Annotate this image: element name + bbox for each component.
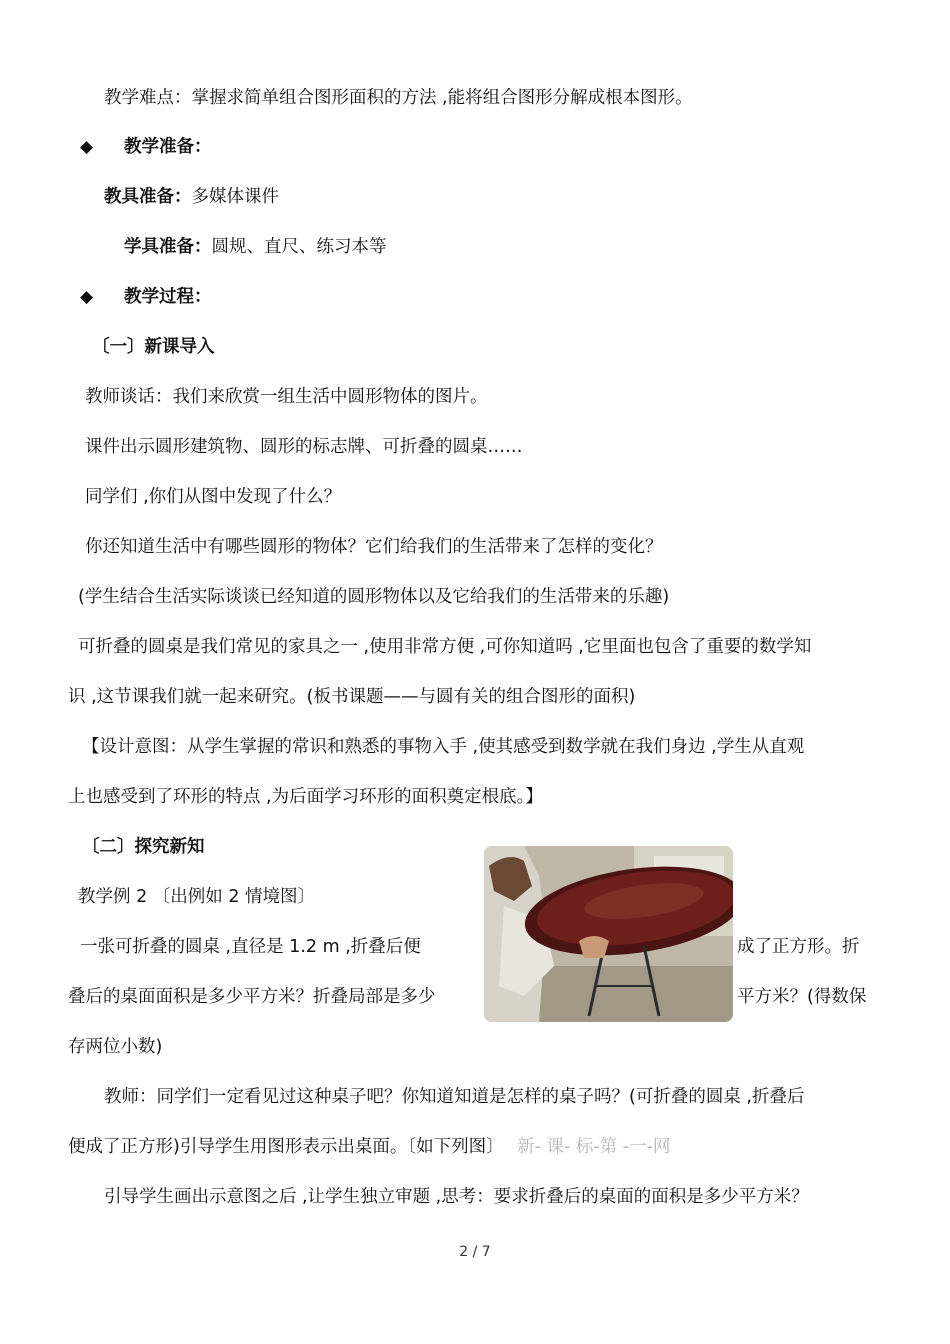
paragraph-line: 课件出示圆形建筑物、圆形的标志牌、可折叠的圆桌…… — [85, 437, 523, 457]
subsection-heading-intro: 〔一〕新课导入 — [92, 337, 215, 357]
design-intent-line: 上也感受到了环形的特点 ,为后面学习环形的面积奠定根底。】 — [68, 787, 543, 807]
example-title: 教学例 2 〔出例如 2 情境图〕 — [78, 887, 316, 907]
paragraph-line: 存两位小数) — [68, 1037, 163, 1057]
subsection-heading-explore: 〔二〕探究新知 — [82, 837, 205, 857]
folding-table-photo-graphic — [484, 846, 733, 1022]
paragraph-line: 一张可折叠的圆桌 ,直径是 1.2 m ,折叠后便 — [80, 937, 421, 957]
paragraph-line: 平方米？(得数保 — [737, 987, 867, 1007]
diamond-bullet-icon: ◆ — [80, 137, 94, 157]
teacher-tools-text: 多媒体课件 — [191, 187, 279, 207]
page-number: 2 / 7 — [459, 1244, 491, 1260]
paragraph-line: 识 ,这节课我们就一起来研究。(板书课题——与圆有关的组合图形的面积) — [68, 687, 636, 707]
folding-table-photo — [484, 846, 733, 1022]
paragraph-line — [68, 1135, 670, 1159]
paragraph-line: (学生结合生活实际谈谈已经知道的圆形物体以及它给我们的生活带来的乐趣) — [78, 587, 670, 607]
paragraph-line: 教师谈话：我们来欣赏一组生活中圆形物体的图片。 — [85, 387, 488, 407]
paragraph-line: 可折叠的圆桌是我们常见的家具之一 ,使用非常方便 ,可你知道吗 ,它里面也包含了重要的数学知 — [78, 637, 812, 657]
section-heading-process: 教学过程： — [124, 287, 212, 307]
paragraph-line: 成了正方形。折 — [737, 937, 860, 957]
watermark-text: 新- 课- 标-第 -一-网 — [517, 1137, 671, 1157]
teacher-tools-label: 教具准备： — [104, 187, 192, 207]
paragraph-text: 便成了正方形)引导学生用图形表示出桌面。〔如下列图〕 — [68, 1137, 504, 1157]
paragraph-line: 引导学生画出示意图之后 ,让学生独立审题 ,思考：要求折叠后的桌面的面积是多少平方米？ — [104, 1187, 809, 1207]
student-tools — [124, 235, 387, 259]
paragraph-line: 叠后的桌面面积是多少平方米？折叠局部是多少 — [68, 987, 436, 1007]
design-intent-line: 【设计意图：从学生掌握的常识和熟悉的事物入手 ,使其感受到数学就在我们身边 ,学生从直观 — [82, 737, 805, 757]
teacher-tools — [104, 185, 279, 209]
section-heading-preparation: 教学准备： — [124, 137, 212, 157]
student-tools-text: 圆规、直尺、练习本等 — [211, 237, 387, 257]
paragraph-line: 你还知道生活中有哪些圆形的物体？它们给我们的生活带来了怎样的变化？ — [85, 537, 663, 557]
diamond-bullet-icon: ◆ — [80, 287, 94, 307]
student-tools-label: 学具准备： — [124, 237, 212, 257]
paragraph-line: 教师：同学们一定看见过这种桌子吧？你知道知道是怎样的桌子吗？(可折叠的圆桌 ,折叠后 — [104, 1087, 805, 1107]
teaching-difficulty: 教学难点：掌握求简单组合图形面积的方法 ,能将组合图形分解成根本图形。 — [104, 88, 693, 108]
paragraph-line: 同学们 ,你们从图中发现了什么？ — [85, 487, 342, 507]
